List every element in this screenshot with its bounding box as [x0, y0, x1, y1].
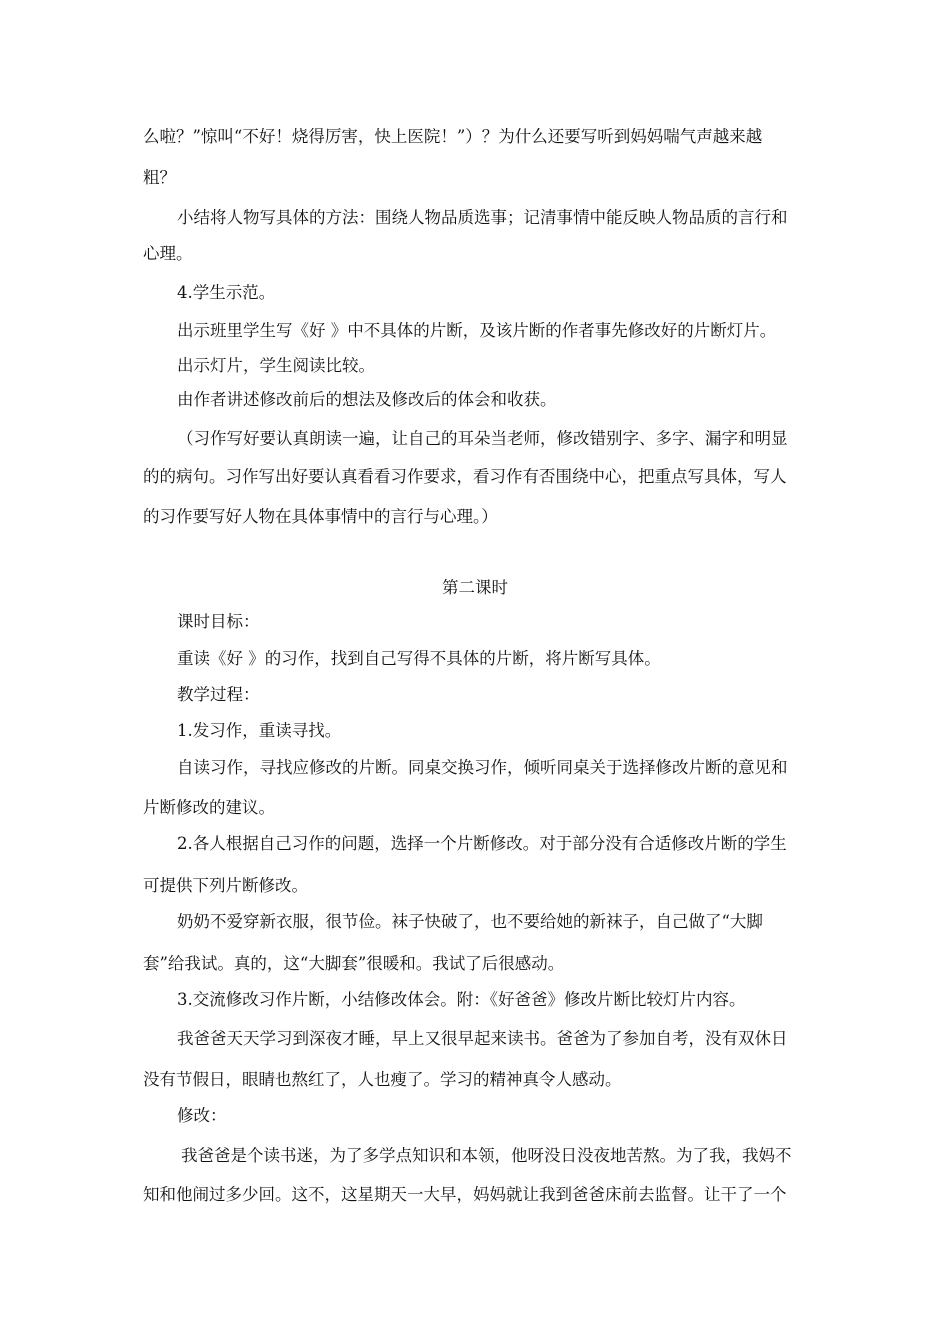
text-line: 由作者讲述修改前后的想法及修改后的体会和收获。: [177, 390, 557, 409]
text-line: 么啦？”惊叫“不好！烧得厉害，快上医院！”）？为什么还要写听到妈妈喘气声越来越: [143, 127, 763, 146]
text-line: 自读习作，寻找应修改的片断。同桌交换习作，倾听同桌关于选择修改片断的意见和: [177, 758, 788, 777]
text-line: 可提供下列片断修改。: [143, 876, 308, 895]
text-line: 重读《好 》的习作，找到自己写得不具体的片断，将片断写具体。: [177, 649, 661, 668]
text-line: 我爸爸天天学习到深夜才睡，早上又很早起来读书。爸爸为了参加自考，没有双休日: [177, 1029, 788, 1048]
text-line: 2.各人根据自己习作的问题，选择一个片断修改。对于部分没有合适修改片断的学生: [177, 834, 787, 853]
text-line: 1.发习作，重读寻找。: [177, 721, 342, 740]
text-line: 奶奶不爱穿新衣服，很节俭。袜子快破了，也不要给她的新袜子，自己做了“大脚: [177, 912, 763, 931]
text-line: 修改：: [177, 1106, 227, 1125]
text-line: 4.学生示范。: [177, 283, 276, 302]
section-heading: 第二课时: [442, 578, 508, 597]
text-line: 我爸爸是个读书迷，为了多学点知识和本领，他呀没日没夜地苦熬。为了我，我妈不: [181, 1146, 792, 1165]
text-line: （习作写好要认真朗读一遍，让自己的耳朵当老师，修改错别字、多字、漏字和明显: [177, 429, 788, 448]
text-line: 粗？: [143, 168, 176, 187]
text-line: 小结将人物写具体的方法：围绕人物品质选事；记清事情中能反映人物品质的言行和: [177, 208, 788, 227]
text-line: 知和他闹过多少回。这不，这星期天一大早，妈妈就让我到爸爸床前去监督。让干了一个: [143, 1185, 787, 1204]
text-line: 出示灯片，学生阅读比较。: [177, 356, 375, 375]
text-line: 课时目标：: [177, 612, 260, 631]
text-line: 没有节假日，眼睛也熬红了，人也瘦了。学习的精神真令人感动。: [143, 1070, 622, 1089]
text-line: 3.交流修改习作片断，小结修改体会。附：《好爸爸》修改片断比较灯片内容。: [177, 990, 746, 1009]
text-line: 片断修改的建议。: [143, 798, 275, 817]
text-line: 的习作要写好人物在具体事情中的言行与心理。）: [143, 507, 498, 526]
text-line: 教学过程：: [177, 685, 260, 704]
text-line: 心理。: [143, 244, 193, 263]
text-line: 套”给我试。真的，这“大脚套”很暖和。我试了后很感动。: [143, 954, 565, 973]
text-line: 出示班里学生写《好 》中不具体的片断，及该片断的作者事先修改好的片断灯片。: [177, 321, 777, 340]
text-line: 的的病句。习作写出好要认真看看习作要求，看习作有否围绕中心，把重点写具体，写人: [143, 467, 787, 486]
